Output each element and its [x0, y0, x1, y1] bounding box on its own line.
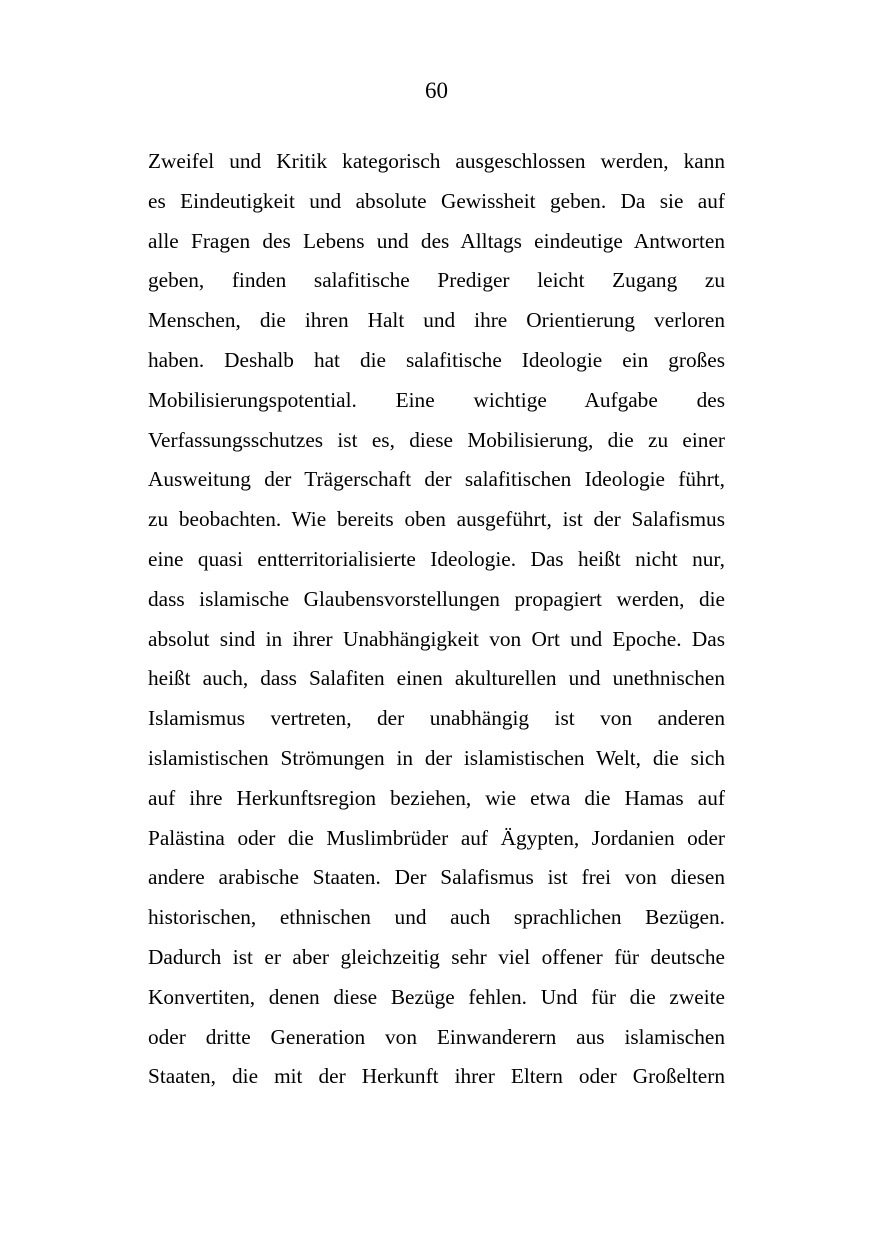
text-line: islamistischen Strömungen in der islamistischen Welt, die sich [148, 745, 725, 770]
text-line: Konvertiten, denen diese Bezüge fehlen. Und für die zweite [148, 984, 725, 1009]
text-line: Dadurch ist er aber gleichzeitig sehr viel offener für deutsche [148, 944, 725, 969]
text-line: heißt auch, dass Salafiten einen akulturellen und unethnischen [148, 666, 725, 691]
text-line: haben. Deshalb hat die salafitische Ideologie ein großes [148, 347, 725, 372]
text-line: geben, finden salafitische Prediger leicht Zugang zu [148, 268, 725, 293]
text-line: Menschen, die ihren Halt und ihre Orientierung verloren [148, 308, 725, 333]
text-line: andere arabische Staaten. Der Salafismus ist frei von diesen [148, 865, 725, 890]
text-line: es Eindeutigkeit und absolute Gewissheit geben. Da sie auf [148, 188, 725, 213]
text-line: Ausweitung der Trägerschaft der salafitischen Ideologie führt, [148, 467, 725, 492]
text-line: alle Fragen des Lebens und des Alltags eindeutige Antworten [148, 228, 725, 253]
text-line: absolut sind in ihrer Unabhängigkeit von Ort und Epoche. Das [148, 626, 725, 651]
text-line: Mobilisierungspotential. Eine wichtige Aufgabe des [148, 387, 725, 412]
text-line: auf ihre Herkunftsregion beziehen, wie etwa die Hamas auf [148, 785, 725, 810]
text-line: Verfassungsschutzes ist es, diese Mobilisierung, die zu einer [148, 427, 725, 452]
page-number: 60 [425, 78, 448, 103]
text-line: Palästina oder die Muslimbrüder auf Ägypten, Jordanien oder [148, 825, 725, 850]
text-line: zu beobachten. Wie bereits oben ausgeführt, ist der Salafismus [148, 507, 725, 532]
text-line: oder dritte Generation von Einwanderern aus islamischen [148, 1024, 725, 1049]
body-paragraph [148, 144, 725, 1099]
text-line: Staaten, die mit der Herkunft ihrer Eltern oder Großeltern [148, 1064, 725, 1089]
text-line: Zweifel und Kritik kategorisch ausgeschlossen werden, kann [148, 149, 725, 173]
text-line: Islamismus vertreten, der unabhängig ist von anderen [148, 706, 725, 731]
text-line: dass islamische Glaubensvorstellungen propagiert werden, die [148, 586, 725, 611]
text-line: historischen, ethnischen und auch sprachlichen Bezügen. [148, 905, 725, 930]
text-line: eine quasi entterritorialisierte Ideologie. Das heißt nicht nur, [148, 546, 725, 571]
